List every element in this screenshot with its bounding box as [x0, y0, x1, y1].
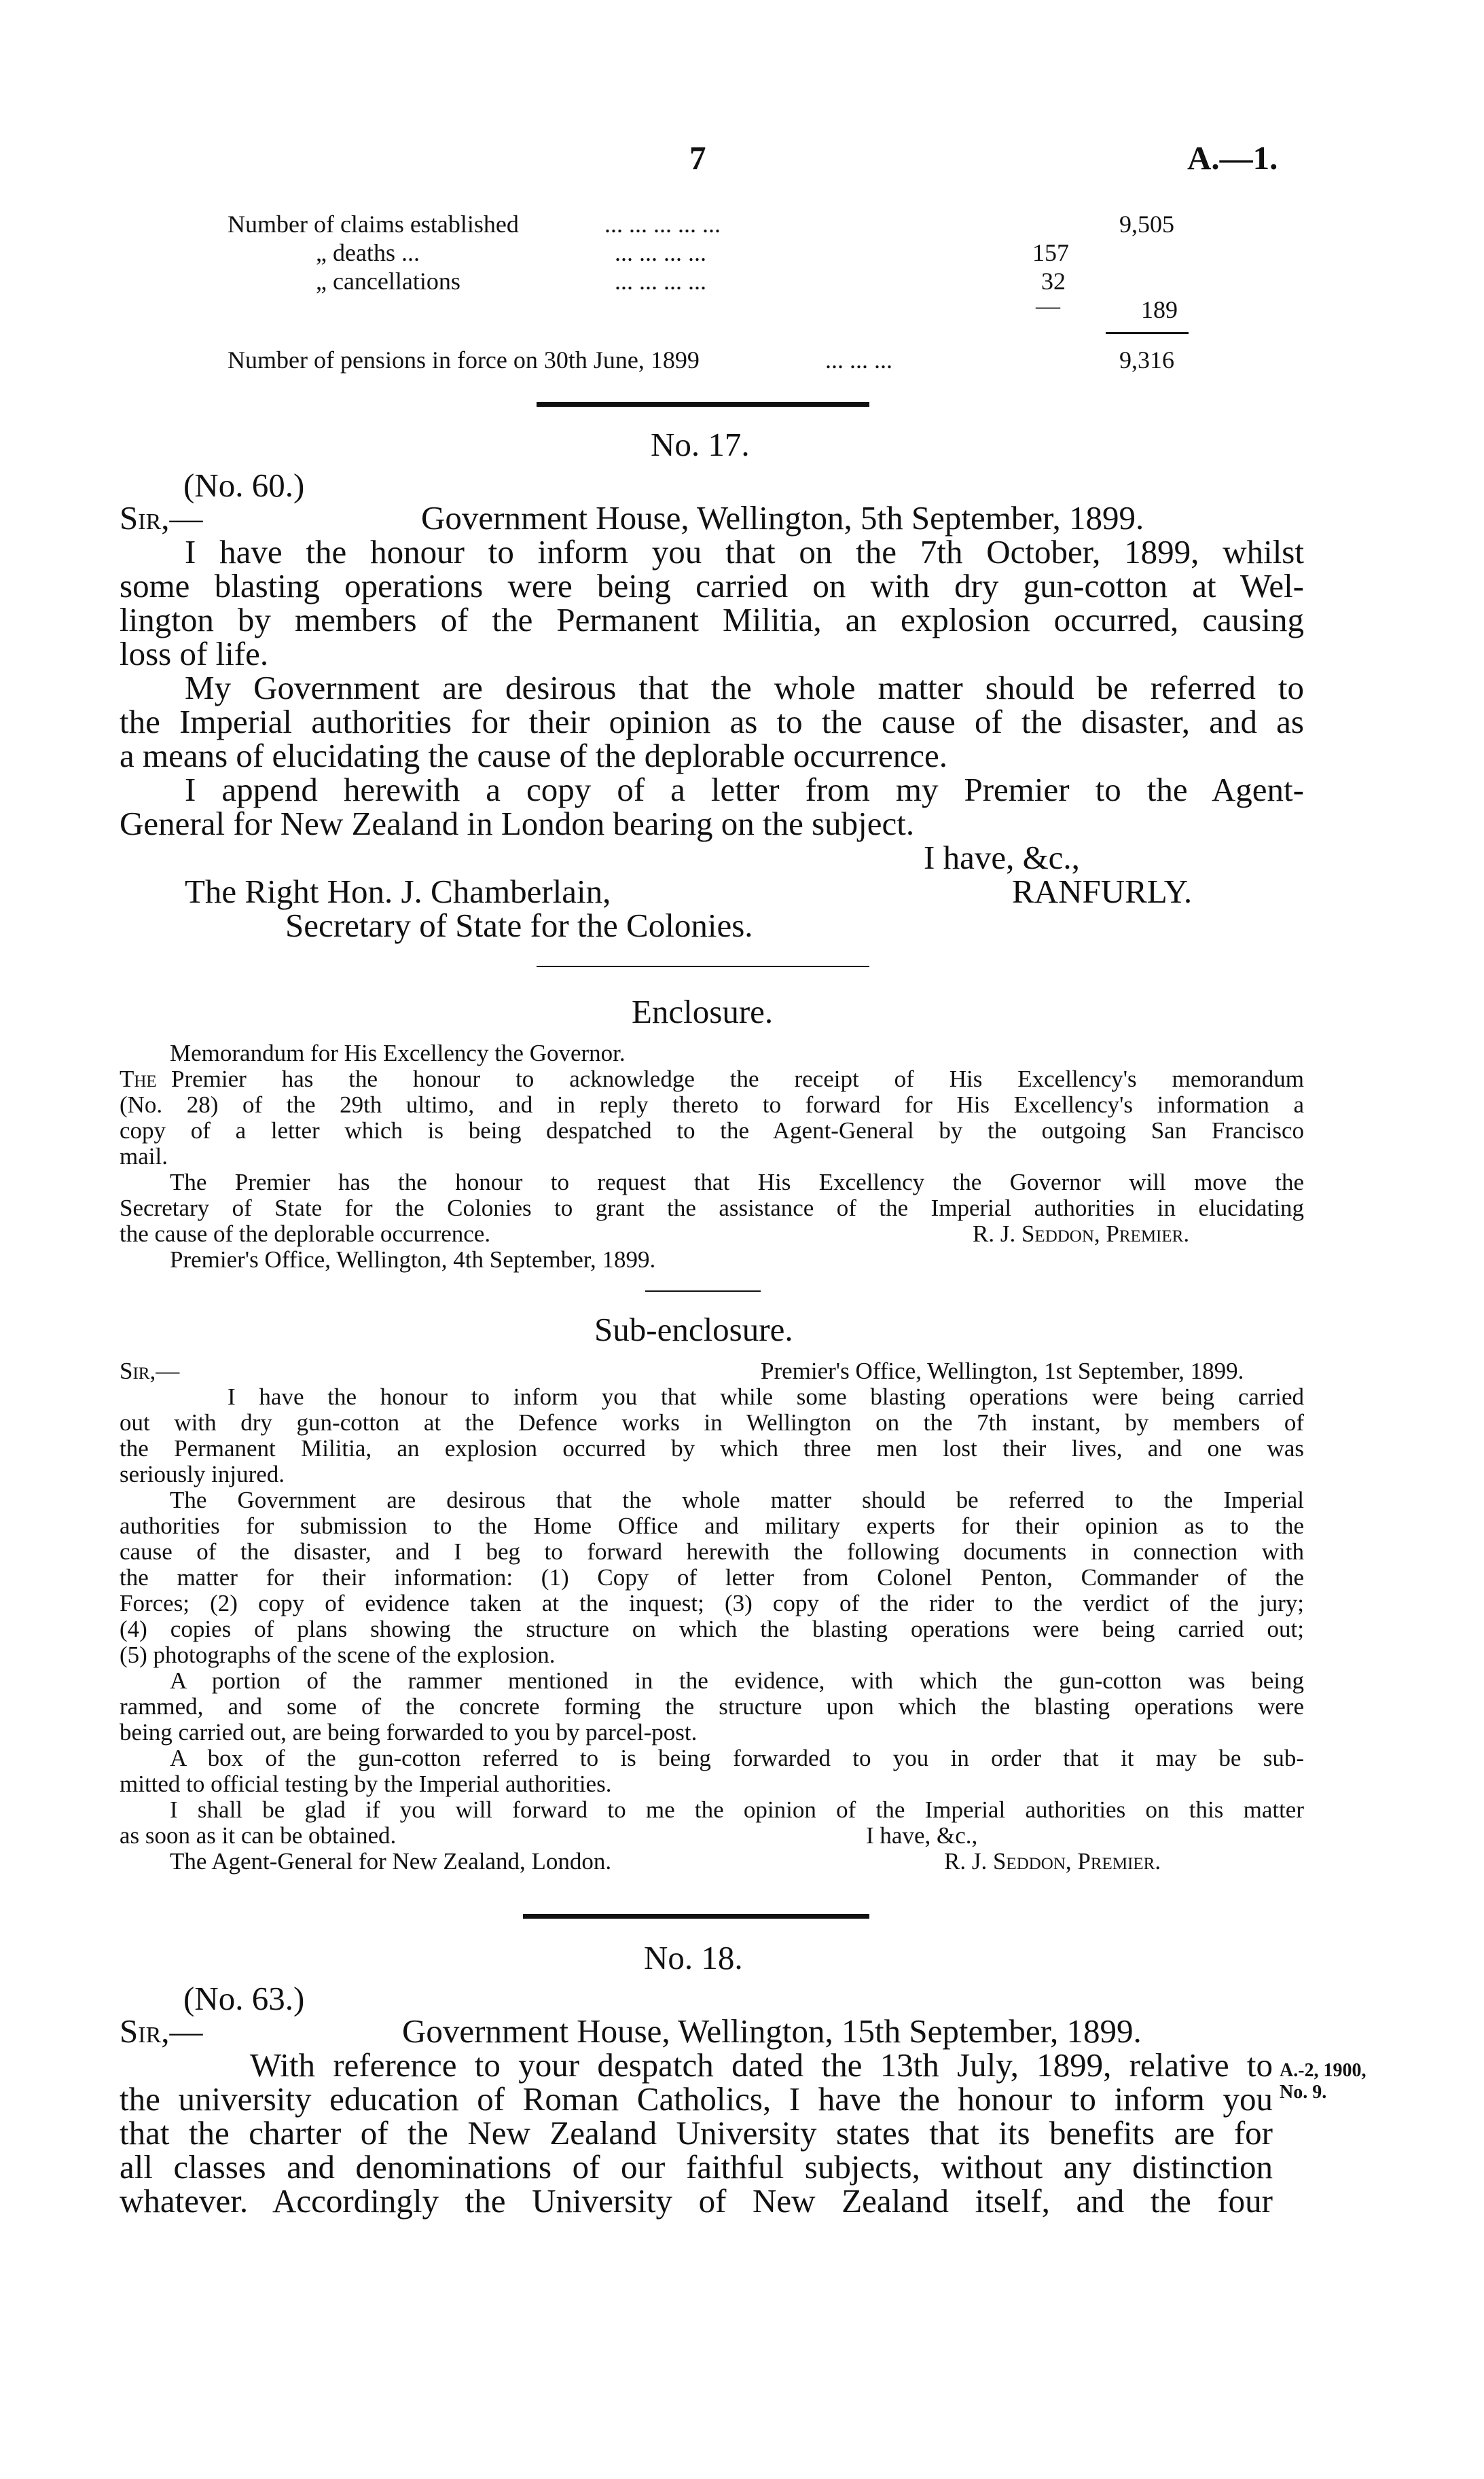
body-line: whatever. Accordingly the University of New Zealand itself, and the four: [120, 2182, 1273, 2220]
salutation: Sir,—: [120, 1358, 180, 1384]
despatch-number: No. 17.: [651, 426, 750, 463]
table-total: 9,316: [1119, 346, 1174, 374]
body-line: the matter for their information: (1) Copy of letter from Colonel Penton, Commander of the: [120, 1564, 1304, 1591]
section-divider-thick: [537, 402, 869, 407]
dateline: Premier's Office, Wellington, 4th September, 1899.: [170, 1246, 656, 1273]
body-line: a means of elucidating the cause of the deplorable occurrence.: [120, 737, 947, 774]
salutation: Sir,—: [120, 2012, 203, 2050]
body-line: copy of a letter which is being despatched to the Agent-General by the outgoing San Francisco: [120, 1117, 1304, 1144]
body-line: I shall be glad if you will forward to me the opinion of the Imperial authorities on this matter: [170, 1796, 1304, 1823]
table-value: 157: [1032, 239, 1069, 266]
body-line: My Government are desirous that the whole matter should be referred to: [185, 669, 1304, 706]
leader-dots: ... ... ...: [825, 346, 892, 374]
address-date: Government House, Wellington, 5th September, 1899.: [421, 499, 1144, 537]
table-row-label: Number of claims established: [228, 211, 519, 238]
body-line: some blasting operations were being carried on with dry gun-cotton at Wel-: [120, 567, 1304, 604]
body-line: the Permanent Militia, an explosion occurred by which three men lost their lives, and one was: [120, 1435, 1304, 1462]
signature: R. J. Seddon, Premier.: [973, 1220, 1190, 1247]
body-line: rammed, and some of the concrete forming the structure upon which the blasting operations were: [120, 1693, 1304, 1720]
body-line: as soon as it can be obtained.: [120, 1822, 397, 1849]
body-line: all classes and denominations of our faithful subjects, without any distinction: [120, 2148, 1273, 2186]
memo-title: Memorandum for His Excellency the Governor.: [170, 1040, 626, 1066]
body-line: the university education of Roman Catholics, I have the honour to inform you: [120, 2080, 1273, 2118]
body-line: (5) photographs of the scene of the explosion.: [120, 1642, 556, 1668]
body-line: seriously injured.: [120, 1461, 285, 1487]
body-line: Premier has the honour to acknowledge the receipt of His Excellency's memorandum: [171, 1066, 1304, 1092]
body-line: mitted to official testing by the Imperial authorities.: [120, 1771, 612, 1797]
address-date: Government House, Wellington, 15th September, 1899.: [402, 2012, 1142, 2050]
section-divider: [537, 966, 869, 967]
body-line: that the charter of the New Zealand University states that its benefits are for: [120, 2114, 1273, 2152]
section-divider-thick: [523, 1914, 869, 1919]
document-reference: A.—1.: [1187, 139, 1278, 177]
body-line: A box of the gun-cotton referred to is being forwarded to you in order that it may be sub-: [170, 1745, 1304, 1771]
body-line: the cause of the deplorable occurrence.: [120, 1220, 491, 1247]
table-row-label: „ deaths ...: [316, 239, 420, 266]
body-line: being carried out, are being forwarded to you by parcel-post.: [120, 1719, 698, 1745]
despatch-reference: (No. 63.): [183, 1980, 305, 2017]
margin-note: A.-2, 1900,: [1280, 2060, 1367, 2081]
first-word: The: [120, 1066, 157, 1092]
body-line: loss of life.: [120, 635, 269, 672]
margin-note: No. 9.: [1280, 2082, 1327, 2103]
body-line: the Imperial authorities for their opinion as to the cause of the disaster, and as: [120, 703, 1304, 740]
body-line: A portion of the rammer mentioned in the evidence, with which the gun-cotton was being: [170, 1667, 1304, 1694]
body-line: General for New Zealand in London bearing on the subject.: [120, 805, 915, 842]
leader-dots: ... ... ... ...: [615, 268, 706, 295]
leader-dots: ... ... ... ...: [615, 239, 706, 266]
body-line: Forces; (2) copy of evidence taken at the inquest; (3) copy of the rider to the verdict of the jury;: [120, 1590, 1304, 1616]
addressee: The Right Hon. J. Chamberlain,: [185, 873, 611, 910]
leader-dots: ... ... ... ... ...: [604, 211, 721, 238]
body-line: (4) copies of plans showing the structure on which the blasting operations were being carried out;: [120, 1616, 1304, 1642]
body-line: mail.: [120, 1143, 168, 1170]
body-line: I have the honour to inform you that while some blasting operations were being carried: [228, 1383, 1304, 1410]
despatch-number: No. 18.: [644, 1939, 743, 1976]
body-line: With reference to your despatch dated the 13th July, 1899, relative to: [250, 2046, 1273, 2084]
signature: RANFURLY.: [1012, 873, 1193, 910]
body-line: lington by members of the Permanent Militia, an explosion occurred, causing: [120, 601, 1304, 638]
closing: I have, &c.,: [866, 1822, 978, 1849]
body-line: The Premier has the honour to request that His Excellency the Governor will move the: [170, 1169, 1304, 1195]
addressee-title: Secretary of State for the Colonies.: [285, 907, 753, 944]
despatch-reference: (No. 60.): [183, 467, 305, 504]
body-line: (No. 28) of the 29th ultimo, and in reply thereto to forward for His Excellency's information a: [120, 1091, 1304, 1118]
sum-rule: [1106, 332, 1189, 334]
table-row-label: „ cancellations: [316, 268, 460, 295]
section-divider: [645, 1290, 761, 1292]
table-value: 32: [1041, 268, 1066, 295]
salutation: Sir,—: [120, 499, 203, 537]
body-line: The Government are desirous that the whole matter should be referred to the Imperial: [170, 1487, 1304, 1513]
body-line: authorities for submission to the Home Office and military experts for their opinion as to the: [120, 1513, 1304, 1539]
closing: I have, &c.,: [924, 839, 1080, 876]
body-line: I have the honour to inform you that on the 7th October, 1899, whilst: [185, 533, 1304, 571]
section-heading: Sub-enclosure.: [594, 1311, 793, 1348]
table-value: 9,505: [1119, 211, 1174, 238]
body-line: cause of the disaster, and I beg to forward herewith the following documents in connection with: [120, 1538, 1304, 1565]
table-subtotal: 189: [1141, 296, 1178, 323]
page-number: 7: [689, 139, 706, 177]
body-line: I append herewith a copy of a letter from my Premier to the Agent-: [185, 771, 1304, 808]
subtotal-dash: —: [1036, 292, 1060, 319]
addressee: The Agent-General for New Zealand, London.: [170, 1848, 612, 1875]
body-line: out with dry gun-cotton at the Defence works in Wellington on the 7th instant, by members of: [120, 1409, 1304, 1436]
signature: R. J. Seddon, Premier.: [944, 1848, 1161, 1875]
section-heading: Enclosure.: [632, 993, 774, 1030]
dateline: Premier's Office, Wellington, 1st September, 1899.: [761, 1358, 1244, 1384]
table-total-label: Number of pensions in force on 30th June, 1899: [228, 346, 700, 374]
body-line: Secretary of State for the Colonies to grant the assistance of the Imperial authorities in elucidating: [120, 1195, 1304, 1221]
